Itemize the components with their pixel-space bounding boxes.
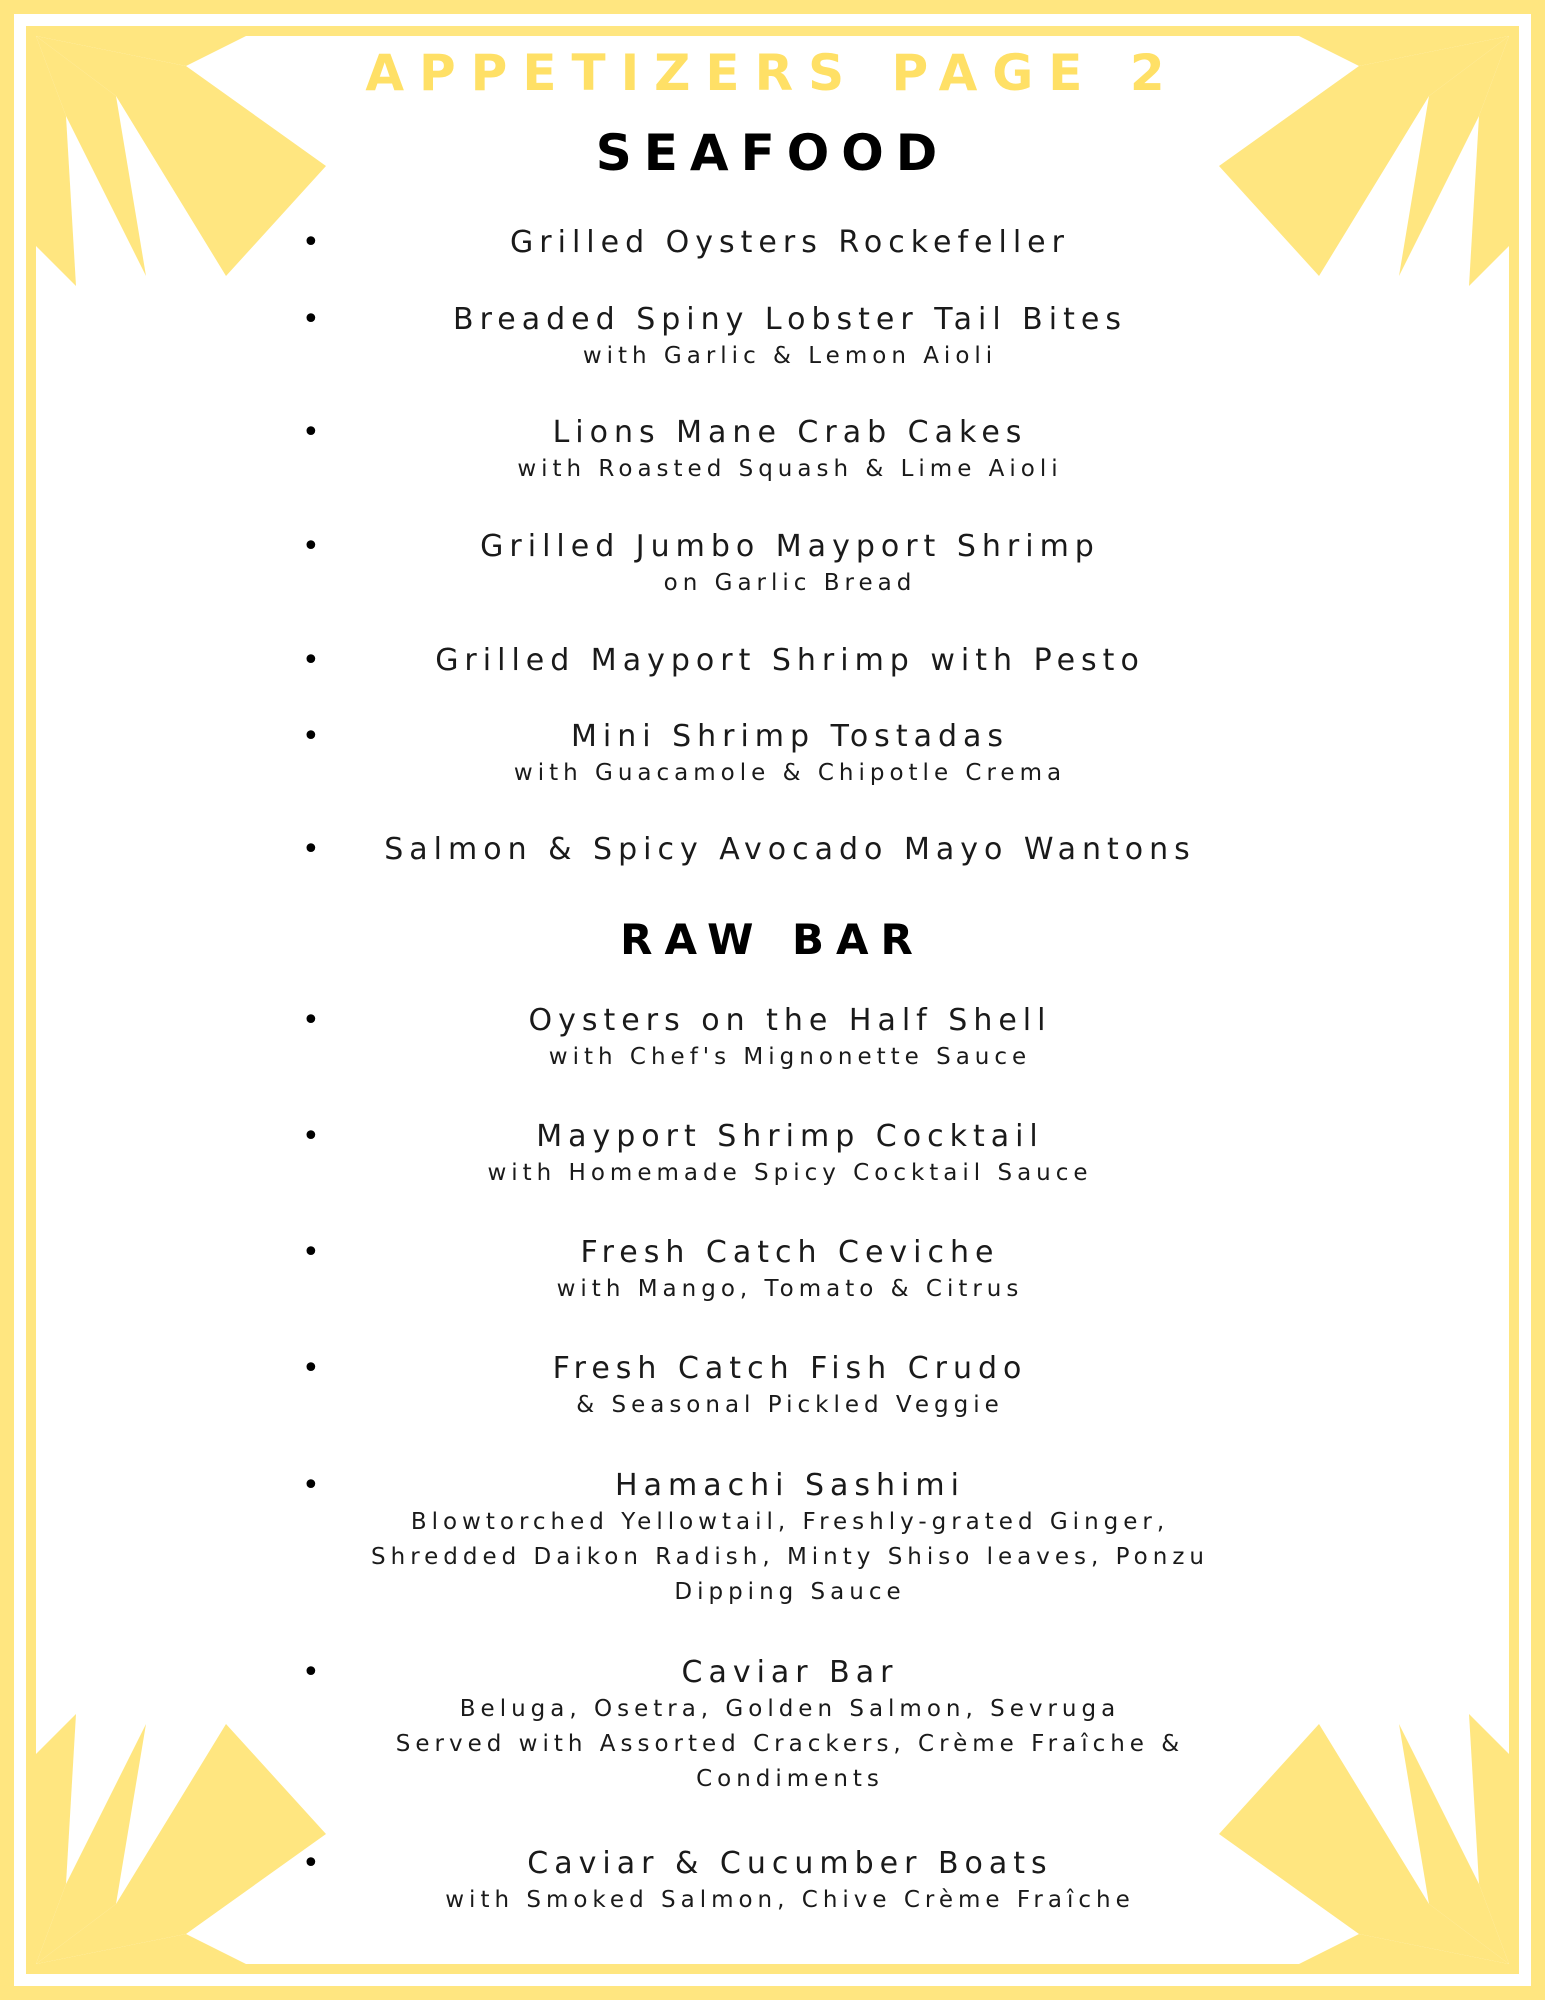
item-name: Oysters on the Half Shell xyxy=(528,1003,1052,1038)
item-description: with Roasted Squash & Lime Aioli xyxy=(517,456,1063,482)
menu-item xyxy=(290,1654,1290,1797)
bullet: • xyxy=(302,302,320,337)
menu-item xyxy=(290,718,1290,791)
item-description: with Chef's Mignonette Sauce xyxy=(548,1044,1032,1070)
menu-item xyxy=(290,1234,1290,1307)
bullet: • xyxy=(302,1846,320,1881)
menu-item xyxy=(290,831,1290,869)
item-name: Fresh Catch Fish Crudo xyxy=(552,1351,1028,1386)
section-title-seafood: SEAFOOD xyxy=(595,124,950,182)
menu-item xyxy=(290,1118,1290,1191)
item-description: with Guacamole & Chipotle Crema xyxy=(513,760,1067,786)
item-description: with Mango, Tomato & Citrus xyxy=(556,1276,1024,1302)
item-name: Lions Mane Crab Cakes xyxy=(552,415,1028,450)
menu-item xyxy=(290,301,1290,374)
bullet: • xyxy=(302,832,320,867)
bullet: • xyxy=(302,1468,320,1503)
item-description: on Garlic Bread xyxy=(663,570,917,596)
item-name: Grilled Oysters Rockefeller xyxy=(510,225,1070,260)
item-description-line: Beluga, Osetra, Golden Salmon, Sevruga xyxy=(459,1696,1121,1722)
menu-item xyxy=(290,642,1290,680)
item-name: Mini Shrimp Tostadas xyxy=(570,719,1010,754)
item-description: & Seasonal Pickled Veggie xyxy=(576,1392,1004,1418)
item-description-line: Served with Assorted Crackers, Crème Fraîche & xyxy=(395,1731,1185,1757)
item-description: with Smoked Salmon, Chive Crème Fraîche xyxy=(445,1887,1135,1913)
item-description-line: Blowtorched Yellowtail, Freshly-grated Ginger, xyxy=(410,1509,1170,1535)
page-title: APPETIZERS PAGE 2 xyxy=(365,44,1180,102)
menu-item xyxy=(290,414,1290,487)
item-name: Grilled Jumbo Mayport Shrimp xyxy=(480,529,1100,564)
bullet: • xyxy=(302,1119,320,1154)
menu-item xyxy=(290,1467,1290,1610)
bullet: • xyxy=(302,1655,320,1690)
item-description-line: Shredded Daikon Radish, Minty Shiso leaves, Ponzu xyxy=(371,1544,1209,1570)
section-title-raw-bar: RAW BAR xyxy=(620,915,925,964)
menu-item xyxy=(290,1845,1290,1918)
item-name: Breaded Spiny Lobster Tail Bites xyxy=(453,302,1127,337)
menu-item xyxy=(290,1002,1290,1075)
bullet: • xyxy=(302,643,320,678)
bullet: • xyxy=(302,1003,320,1038)
item-name: Mayport Shrimp Cocktail xyxy=(536,1119,1044,1154)
menu-item xyxy=(290,1350,1290,1423)
bullet: • xyxy=(302,719,320,754)
item-description: with Homemade Spicy Cocktail Sauce xyxy=(487,1160,1093,1186)
item-description-line: Dipping Sauce xyxy=(674,1579,906,1605)
menu-item xyxy=(290,528,1290,601)
bullet: • xyxy=(302,529,320,564)
bullet: • xyxy=(302,225,320,260)
item-name: Hamachi Sashimi xyxy=(615,1468,965,1503)
item-name: Caviar Bar xyxy=(681,1655,899,1690)
item-description: with Garlic & Lemon Aioli xyxy=(582,343,998,369)
item-description-line: Condiments xyxy=(696,1766,884,1792)
bullet: • xyxy=(302,415,320,450)
item-name: Salmon & Spicy Avocado Mayo Wantons xyxy=(384,832,1196,867)
bullet: • xyxy=(302,1351,320,1386)
item-name: Fresh Catch Ceviche xyxy=(580,1235,1000,1270)
item-name: Caviar & Cucumber Boats xyxy=(527,1846,1053,1881)
bullet: • xyxy=(302,1235,320,1270)
item-name: Grilled Mayport Shrimp with Pesto xyxy=(435,643,1145,678)
menu-item xyxy=(290,224,1290,262)
